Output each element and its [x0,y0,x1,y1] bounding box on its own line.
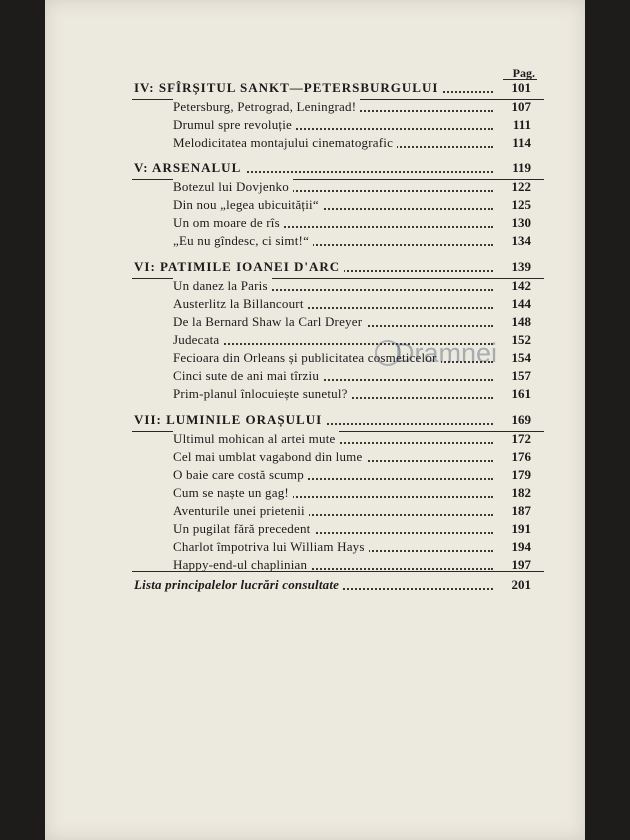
toc-entry [45,465,585,485]
toc-title: Petersburg, Petrograd, Leningrad! [173,99,360,115]
toc-page-number: 179 [511,467,531,482]
toc-title: Happy-end-ul chaplinian [173,557,311,573]
toc-entry [45,519,585,539]
toc-chapter [45,78,585,98]
toc-title: Un pugilat fără precedent [173,521,314,537]
toc-page-number: 130 [511,215,531,230]
toc-bibliography [45,575,585,595]
toc-title: Botezul lui Dovjenko [173,179,293,195]
toc-title: Cel mai umblat vagabond din lume [173,449,366,465]
toc-entry [45,501,585,521]
toc-entry [45,115,585,135]
toc-title: Melodicitatea montajului cinematografic [173,135,397,151]
toc-page-number: 187 [511,503,531,518]
toc-page-number: 114 [512,135,531,150]
toc-page-number: 154 [511,350,531,365]
toc-page-number: 172 [511,431,531,446]
toc-title: IV: SFÎRȘITUL SANKT—PETERSBURGULUI [134,80,442,96]
toc-page-number: 142 [511,278,531,293]
toc-page-number: 182 [511,485,531,500]
toc-page-number: 194 [511,539,531,554]
toc-title: Charlot împotriva lui William Hays [173,539,369,555]
toc-title: Ultimul mohican al artei mute [173,431,339,447]
toc-page-number: 144 [511,296,531,311]
toc-page-number: 119 [512,160,531,175]
toc-entry [45,213,585,233]
toc-title: Un om moare de rîs [173,215,284,231]
toc-page-number: 201 [511,577,531,592]
toc-page-number: 169 [511,412,531,427]
toc-entry [45,384,585,404]
watermark: Dramnei [395,338,498,368]
toc-title: Drumul spre revoluție [173,117,296,133]
toc-entry [45,195,585,215]
toc-entry [45,330,585,350]
toc-title: VII: LUMINILE ORAȘULUI [134,412,326,428]
toc-entry [45,348,585,368]
toc-title: Lista principalelor lucrări consultate [134,577,343,593]
toc-page-number: 122 [511,179,531,194]
toc-entry [45,447,585,467]
toc-page-number: 152 [511,332,531,347]
toc-entry [45,276,585,296]
toc-chapter [45,257,585,277]
toc-page-number: 157 [511,368,531,383]
toc-page-number: 101 [511,80,531,95]
toc-entry [45,537,585,557]
toc-entry [45,231,585,251]
toc-title: Aventurile unei prietenii [173,503,309,519]
toc-title: Un danez la Paris [173,278,272,294]
toc-entry [45,429,585,449]
toc-entry [45,177,585,197]
toc-title: Fecioara din Orleans și publicitatea cosmeticelor [173,350,441,366]
toc-page-number: 161 [511,386,531,401]
toc-entry [45,312,585,332]
toc-chapter [45,410,585,430]
toc-page-number: 197 [511,557,531,572]
book-page [45,0,585,840]
toc-page-number: 139 [511,259,531,274]
toc-title: Austerlitz la Billancourt [173,296,308,312]
toc-page-number: 176 [511,449,531,464]
toc-entry [45,555,585,575]
toc-entry [45,294,585,314]
toc-title: O baie care costă scump [173,467,308,483]
toc-title: Judecata [173,332,223,348]
toc-title: De la Bernard Shaw la Carl Dreyer [173,314,366,330]
toc-title: Cum se naște un gag! [173,485,293,501]
toc-page-number: 148 [511,314,531,329]
toc-title: Prim-planul înlocuiește sunetul? [173,386,352,402]
toc-title: VI: PATIMILE IOANEI D'ARC [134,259,344,275]
pag-header: Pag. [512,66,535,80]
toc-title: V: ARSENALUL [134,160,245,176]
toc-entry [45,133,585,153]
toc-title: Din nou „legea ubicuității“ [173,197,323,213]
bibliography-rule [132,571,544,572]
toc-title: Cinci sute de ani mai tîrziu [173,368,323,384]
toc-page-number: 125 [511,197,531,212]
toc-title: „Eu nu gîndesc, ci simt!“ [173,233,313,249]
toc-entry [45,483,585,503]
toc-entry [45,97,585,117]
toc-page-number: 134 [511,233,531,248]
toc-page-number: 191 [511,521,531,536]
toc-entry [45,366,585,386]
toc-chapter [45,158,585,178]
toc-page-number: 111 [512,117,531,132]
toc-page-number: 107 [511,99,531,114]
